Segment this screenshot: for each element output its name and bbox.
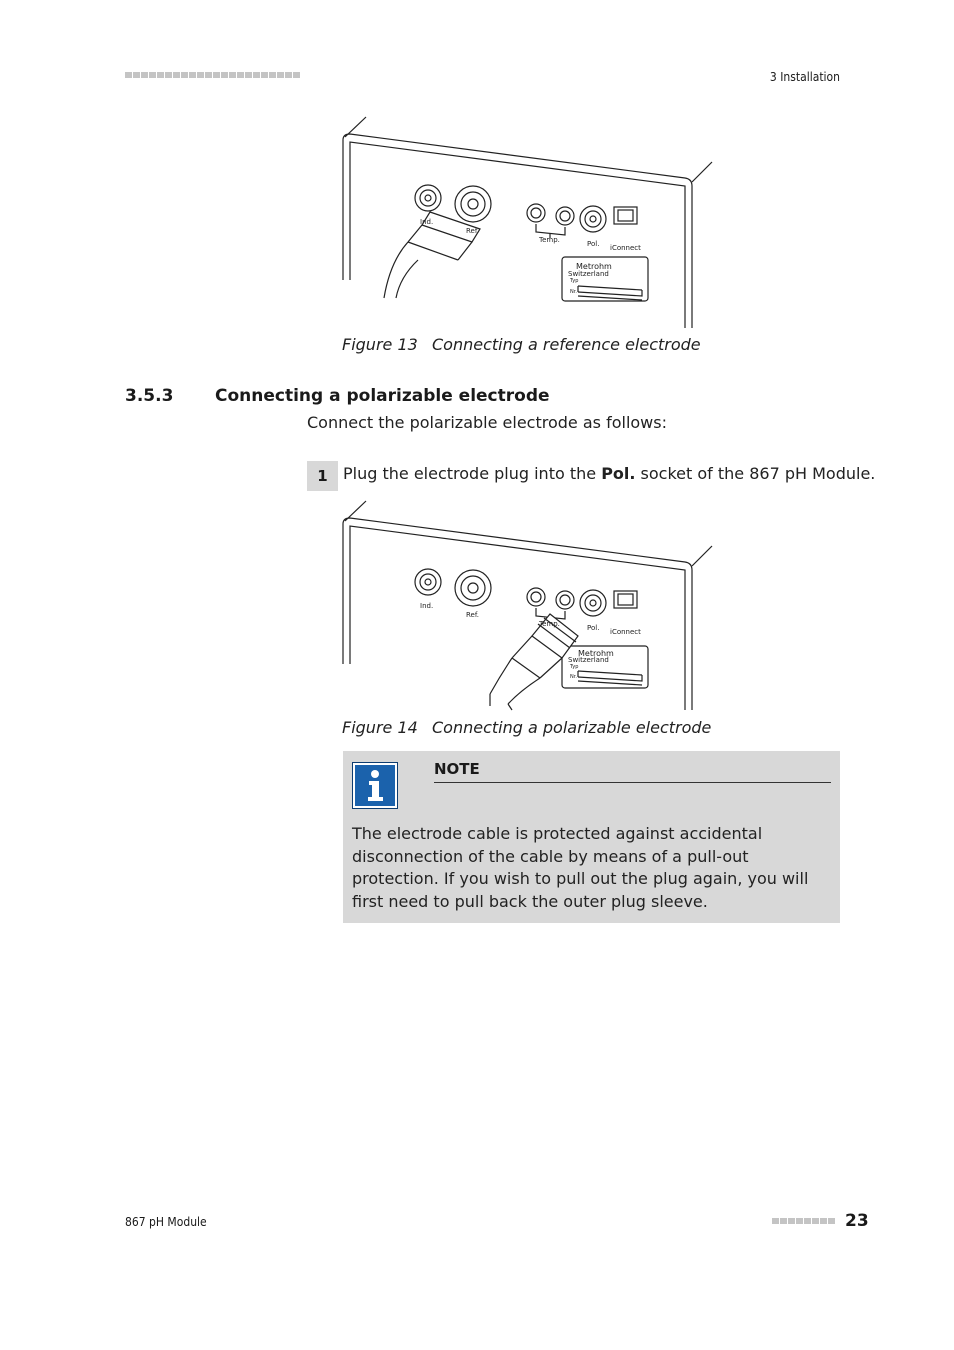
footer-product: 867 pH Module [125,1215,207,1229]
figure-14-illustration [340,496,720,714]
fig13-label-ind: Ind. [420,218,434,226]
figure-14-number: Figure 14 [342,718,418,737]
step-number: 1 [307,461,338,491]
fig14-label-temp: Temp. [539,620,560,628]
step-text-before: Plug the electrode plug into the [343,464,602,483]
fig13-label-brand: Metrohm [576,262,612,271]
fig14-label-type: Typ [570,664,579,670]
fig13-label-temp: Temp. [539,236,560,244]
figure-13-title: Connecting a reference electrode [432,335,701,354]
fig13-label-country: Switzerland [568,270,609,278]
fig13-label-type: Typ [570,278,579,284]
fig14-label-no: Nr. [570,674,577,680]
section-title: Connecting a polarizable electrode [215,386,550,406]
step-text-socket: Pol. [601,464,636,483]
fig14-label-pol: Pol. [587,624,600,632]
header-decor-squares [125,72,300,78]
figure-13-number: Figure 13 [342,335,418,354]
header-chapter: 3 Installation [769,70,840,84]
figure-14-caption [342,718,711,737]
page-number: 23 [845,1211,869,1231]
fig14-label-iconnect: iConnect [610,628,641,636]
fig13-label-iconnect: iConnect [610,244,641,252]
fig14-label-country: Switzerland [568,656,609,664]
fig13-label-ref: Ref. [466,227,480,235]
figure-14-title: Connecting a polarizable electrode [432,718,712,737]
figure-13-illustration [340,112,720,332]
step-text-after: socket of the 867 pH Module. [635,464,876,483]
section-intro: Connect the polarizable electrode as follows: [307,413,667,432]
figure-13-caption [342,335,701,354]
info-icon [352,762,398,809]
note-title: NOTE [434,760,480,778]
step-text [343,464,875,483]
fig13-label-no: Nr. [570,289,577,295]
fig14-label-ind: Ind. [420,602,434,610]
footer-decor-squares [772,1218,835,1224]
section-number: 3.5.3 [125,386,174,406]
fig14-label-brand: Metrohm [578,649,614,658]
note-body: The electrode cable is protected against accidental disconnection of the cable by means of a pull-out protection. If you wish to pull out the plug again, you will first need to pull back the outer plug sleeve. [352,824,809,911]
note-title-rule [434,782,831,783]
fig13-label-pol: Pol. [587,240,600,248]
fig14-label-ref: Ref. [466,611,480,619]
